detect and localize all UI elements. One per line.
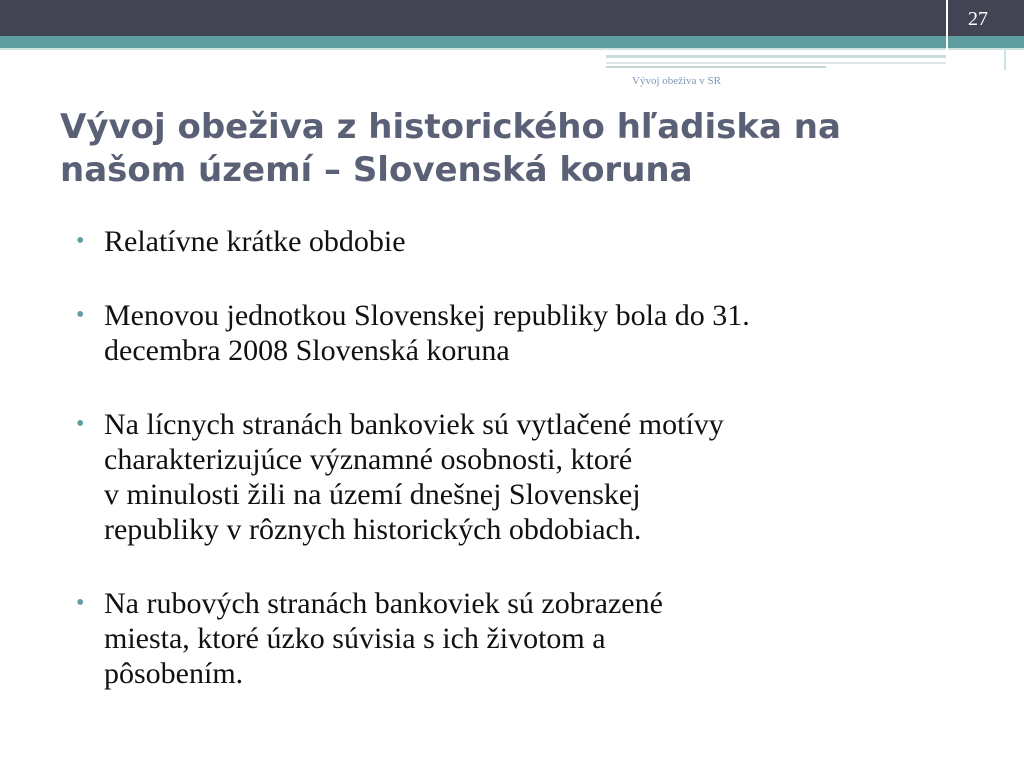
- page-number: 27: [968, 8, 988, 30]
- bullet-text-line: Na lícnych stranách bankoviek sú vytlačené motívy: [104, 408, 724, 441]
- bullet-item: [72, 586, 1002, 691]
- slide-title: [60, 106, 980, 192]
- accent-line: [606, 66, 826, 68]
- bullet-text-line: decembra 2008 Slovenská koruna: [104, 334, 510, 367]
- bullet-marker: •: [76, 411, 85, 437]
- bullet-text-line: Na rubových stranách bankoviek sú zobrazené: [104, 587, 663, 620]
- frame-corner-line: [1004, 48, 1006, 70]
- bullet-list: [72, 224, 1002, 730]
- bullet-text-line: republiky v rôznych historických obdobiach.: [104, 513, 642, 546]
- bullet-text-line: Relatívne krátke obdobie: [104, 225, 406, 258]
- title-line: Vývoj obeživa z historického hľadiska na: [60, 107, 841, 147]
- top-band-highlight: [0, 48, 1024, 50]
- header-note: Vývoj obeživa v SR: [632, 75, 721, 87]
- top-band-teal: [0, 36, 1024, 48]
- accent-line: [606, 62, 948, 64]
- bullet-text-line: charakterizujúce významné osobnosti, ktoré: [104, 443, 633, 476]
- bullet-item: [72, 407, 1002, 547]
- bullet-text-line: Menovou jednotkou Slovenskej republiky bola do 31.: [104, 299, 750, 332]
- bullet-text-line: v minulosti žili na území dnešnej Slovenskej: [104, 478, 641, 511]
- bullet-item: [72, 224, 1002, 259]
- top-band-dark: [0, 0, 1024, 36]
- accent-line: [606, 55, 948, 58]
- bullet-text-line: miesta, ktoré úzko súvisia s ich životom a: [104, 622, 606, 655]
- bullet-item: [72, 298, 1002, 368]
- bullet-marker: •: [76, 228, 85, 254]
- bullet-text-line: pôsobením.: [104, 657, 244, 690]
- bullet-marker: •: [76, 302, 85, 328]
- title-line: našom území – Slovenská koruna: [60, 150, 693, 190]
- bullet-marker: •: [76, 590, 85, 616]
